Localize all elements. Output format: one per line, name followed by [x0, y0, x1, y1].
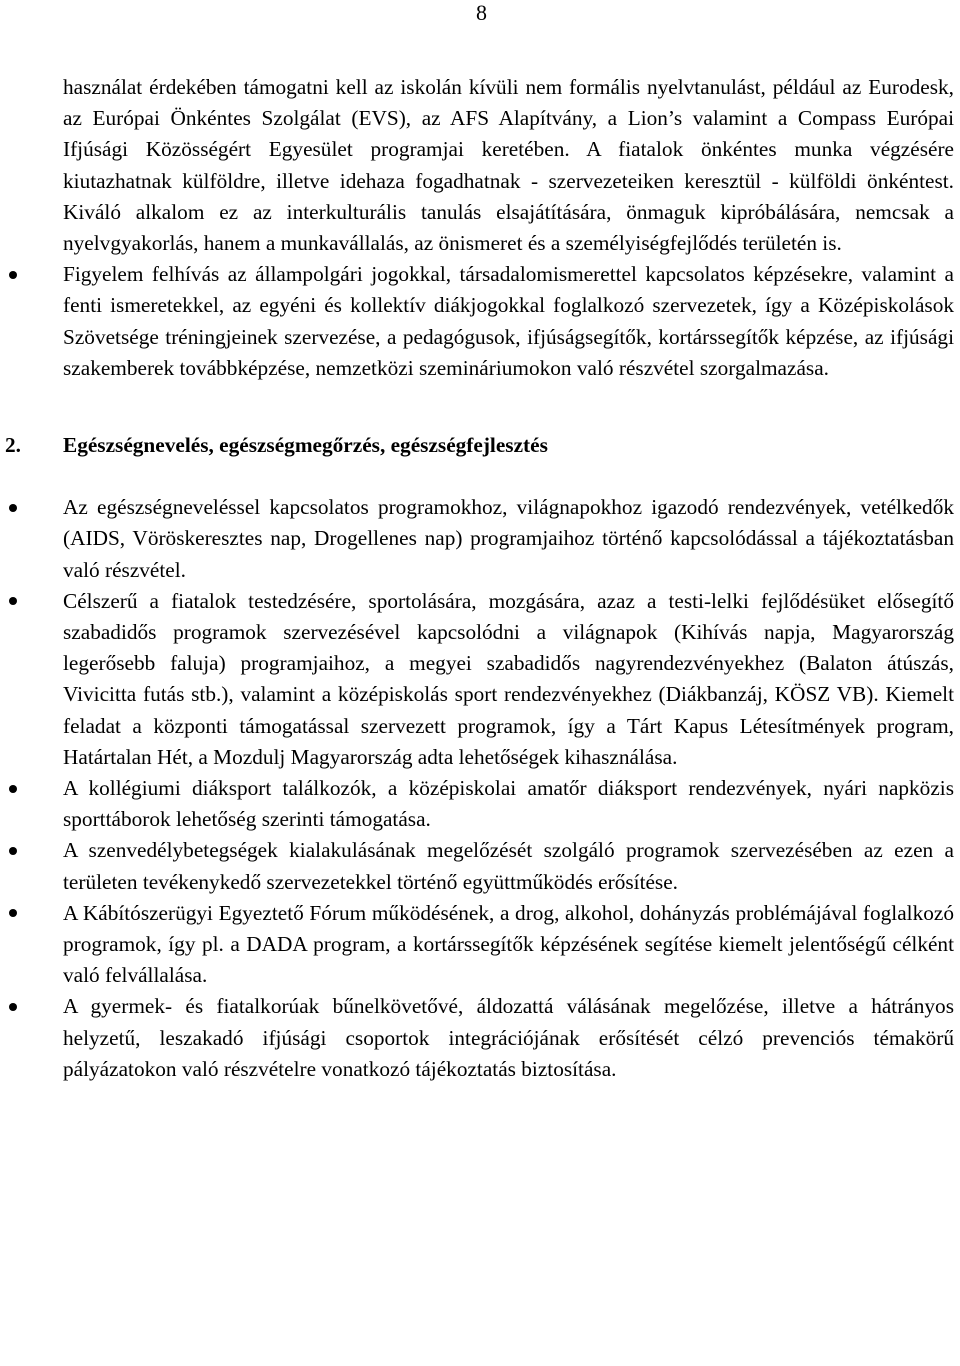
section-number: 2. [5, 433, 21, 458]
list-item [63, 492, 954, 586]
list-item-text: A kollégiumi diáksport találkozók, a középiskolai amatőr diáksport rendezvények, nyári napközis sporttáborok lehetőség szerinti támogatása. [63, 776, 954, 832]
intro-paragraph: használat érdekében támogatni kell az iskolán kívüli nem formális nyelvtanulást, például az Eurodesk, az Európai Önkéntes Szolgálat (EVS), az AFS Alapítvány, a Lion’s valamint a Compass Európai Ifjúsági Közösségért Egyesület programjai keretében. A fiatalok önkéntes munka végzésére kiutazhatnak külföldre, illetve idehaza fogadhatnak - szervezeteiken keresztül - külföldi önkéntest. Kiváló alkalom ez az interkulturális tanulás elsajátítására, önmaguk kipróbálására, nemcsak a nyelvgyakorlás, hanem a munkavállalás, az önismeret és a személyiségfejlődés területén is. [63, 75, 954, 256]
bullet-icon [6, 898, 20, 929]
list-item-text: Célszerű a fiatalok testedzésére, sportolására, mozgására, azaz a testi-lelki fejlődésüket elősegítő szabadidős programok szervezésével kapcsolódni a világnapok (Kihívás napja, Magyarország legerősebb faluja) programjaihoz, a megyei szabadidős nagyrendezvényekhez (Balaton átúszás, Vivicitta futás stb.), valamint a középiskolás sport rendezvényekhez (Diákbanzáj, KÖSZ VB). Kiemelt feladat a központi támogatással szervezett programok, így a Tárt Kapus Létesítmények program, Határtalan Hét, a Mozdulj Magyarország adta lehetőségek kihasználása. [63, 588, 954, 769]
list-item [63, 835, 954, 897]
page-number: 8 [476, 0, 487, 25]
bullet-icon [6, 835, 20, 866]
list-item-text: A szenvedélybetegségek kialakulásának megelőzését szolgáló programok szervezésében az ezen a területen tevékenykedő szervezetekkel történő együttműködés erősítése. [63, 838, 954, 894]
document-body [5, 72, 954, 1085]
list-item-text: Az egészségneveléssel kapcsolatos programokhoz, világnapokhoz igazodó rendezvények, vetélkedők (AIDS, Vöröskeresztes nap, Drogellenes nap) programjaihoz történő kapcsolódással a tájékoztatásban való részvétel. [63, 495, 954, 582]
health-education-list [63, 492, 954, 1085]
list-item-text: A Kábítószerügyi Egyeztető Fórum működésének, a drog, alkohol, dohányzás problémájával foglalkozó programok, így pl. a DADA program, a kortárssegítők képzésének segítése kiemelt jelentőségű célként való felvállalása. [63, 900, 954, 988]
civic-education-list [63, 259, 954, 384]
list-item [63, 773, 954, 835]
bullet-icon [6, 492, 20, 523]
list-item [63, 898, 954, 992]
list-item [63, 586, 954, 773]
bullet-icon [6, 586, 20, 617]
list-item [63, 991, 954, 1085]
bullet-icon [6, 991, 20, 1022]
bullet-icon [6, 259, 20, 290]
section-title: Egészségnevelés, egészségmegőrzés, egészségfejlesztés [63, 433, 548, 458]
list-item [63, 259, 954, 384]
section-heading [5, 430, 954, 461]
list-item-text: A gyermek- és fiatalkorúak bűnelkövetővé, áldozattá válásának megelőzése, illetve a hátrányos helyzetű, leszakadó ifjúsági csoportok integrációjának erősítését célzó prevenciós témakörű pályázatokon való részvételre vonatkozó tájékoztatás biztosítása. [63, 994, 954, 1081]
list-item-text: Figyelem felhívás az állampolgári jogokkal, társadalomismerettel kapcsolatos képzésekre, valamint a fenti ismeretekkel, az egyéni és kollektív diákjogokkal foglalkozó szervezetek, így a Középiskolások Szövetsége tréningjeinek szervezése, a pedagógusok, ifjúságsegítők, kortárssegítők képzése, az ifjúsági szakemberek továbbképzése, nemzetközi szemináriumokon való részvétel szorgalmazása. [63, 262, 954, 380]
bullet-icon [6, 773, 20, 804]
